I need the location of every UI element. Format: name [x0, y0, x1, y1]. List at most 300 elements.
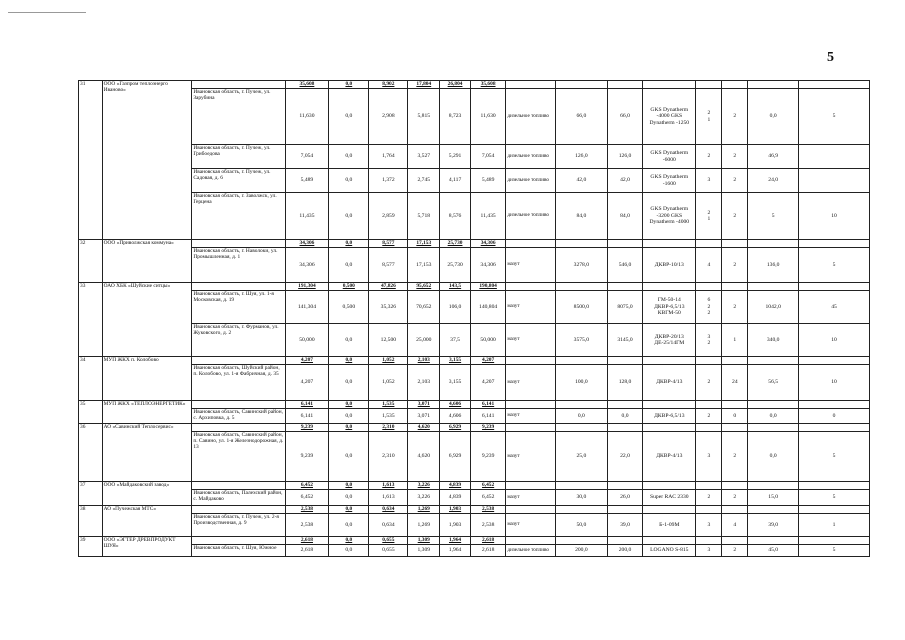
boiler-type: ДКВР-4/13 [643, 432, 696, 482]
empty-cell [748, 424, 799, 432]
site-address: Ивановская область, Савинский район, п. Савино, ул. 1-я Железнодорожная, д. 13 [192, 432, 285, 482]
site-value: 3,226 [408, 490, 440, 506]
row-number: 38 [79, 506, 103, 537]
fuel-type: мазут [506, 432, 556, 482]
site-value: 1,269 [408, 514, 440, 537]
site-value: 0,0 [329, 193, 369, 240]
empty-cell [696, 81, 722, 89]
empty-cell [607, 283, 642, 291]
boiler-count: 2 [707, 494, 711, 501]
row-number: 37 [79, 482, 103, 506]
empty-cell [643, 424, 696, 432]
total-value: 4,207 [285, 357, 329, 365]
site-value: 9,239 [285, 432, 329, 482]
table-row-total [79, 357, 870, 365]
empty-cell [799, 537, 870, 545]
empty-cell [506, 357, 556, 365]
site-value: 2,908 [369, 89, 408, 145]
fuel-type: дизельное топливо [506, 169, 556, 193]
empty-cell [643, 357, 696, 365]
address-cell-empty [192, 482, 285, 490]
site-value: 0,655 [369, 545, 408, 557]
boiler-count-list [697, 494, 720, 500]
site-value: 5,291 [440, 145, 471, 169]
table-row-total [79, 424, 870, 432]
capacity-value: 3145,0 [607, 324, 642, 357]
organization-name: ООО «Майдаковский завод» [102, 482, 192, 506]
column-value: 1042,0 [748, 291, 799, 324]
boiler-count-cell [696, 365, 722, 401]
site-value: 0,0 [329, 169, 369, 193]
column-value: 24,0 [748, 169, 799, 193]
site-value: 50,000 [470, 324, 505, 357]
capacity-value: 66,0 [607, 89, 642, 145]
empty-cell [506, 81, 556, 89]
capacity-value: 39,0 [607, 514, 642, 537]
empty-cell [607, 401, 642, 409]
site-value: 50,000 [285, 324, 329, 357]
table-row-total [79, 283, 870, 291]
total-value: 191,304 [285, 283, 329, 291]
table-row [79, 490, 870, 506]
total-value: 1,269 [408, 506, 440, 514]
site-value: 1,613 [369, 490, 408, 506]
site-value: 11,630 [285, 89, 329, 145]
empty-cell [748, 401, 799, 409]
site-value: 25,730 [440, 248, 471, 283]
site-address: Ивановская область, г. Шуя, Южное [192, 545, 285, 557]
row-number: 31 [79, 81, 103, 240]
boiler-count-list [697, 547, 720, 553]
site-value: 34,306 [285, 248, 329, 283]
site-value: 2,538 [470, 514, 505, 537]
boiler-count-cell [696, 145, 722, 169]
boiler-type: ДКВР-4/13 [643, 365, 696, 401]
boiler-type: GKS Dynatherm -6000 [643, 145, 696, 169]
total-value: 3,071 [408, 401, 440, 409]
boiler-count-cell [696, 248, 722, 283]
empty-cell [555, 482, 607, 490]
boiler-count: 1 [707, 116, 711, 123]
empty-cell [506, 240, 556, 248]
row-number: 34 [79, 357, 103, 401]
empty-cell [799, 240, 870, 248]
column-value: 2 [722, 89, 748, 145]
site-value: 6,141 [470, 409, 505, 424]
boiler-count: 1 [707, 216, 711, 222]
site-value: 2,310 [369, 432, 408, 482]
empty-cell [607, 482, 642, 490]
site-value: 4,839 [440, 490, 471, 506]
boiler-count: 6 [707, 297, 711, 304]
boiler-count-list [697, 379, 720, 385]
column-value: 5 [748, 193, 799, 240]
site-value: 8,723 [440, 89, 471, 145]
site-value: 6,929 [440, 432, 471, 482]
fuel-type: мазут [506, 248, 556, 283]
column-value: 5 [799, 432, 870, 482]
site-value: 0,634 [369, 514, 408, 537]
row-number: 35 [79, 401, 103, 424]
column-value: 56,5 [748, 365, 799, 401]
capacity-value: 126,0 [555, 145, 607, 169]
boiler-count-cell [696, 514, 722, 537]
column-value: 2 [722, 169, 748, 193]
site-value: 141,304 [285, 291, 329, 324]
column-value: 5 [799, 248, 870, 283]
address-cell-empty [192, 240, 285, 248]
empty-cell [748, 283, 799, 291]
table-row [79, 145, 870, 169]
site-value: 17,153 [408, 248, 440, 283]
boiler-count: 2 [707, 310, 711, 317]
total-value: 8,577 [369, 240, 408, 248]
column-value: 10 [799, 193, 870, 240]
fuel-type: мазут [506, 409, 556, 424]
fuel-type: дизельное топливо [506, 145, 556, 169]
empty-cell [722, 424, 748, 432]
site-value: 106,0 [440, 291, 471, 324]
column-value: 2 [722, 490, 748, 506]
organization-name: АО «Савинский Теплосервис» [102, 424, 192, 482]
table-row [79, 432, 870, 482]
capacity-value: 3575,0 [555, 324, 607, 357]
empty-cell [506, 424, 556, 432]
empty-cell [506, 482, 556, 490]
site-value: 5,718 [408, 193, 440, 240]
site-value: 0,500 [329, 291, 369, 324]
total-value: 25,730 [440, 240, 471, 248]
boiler-type: GKS Dynatherm -4000 GKS Dynatherm -1250 [643, 89, 696, 145]
empty-cell [696, 357, 722, 365]
column-value: 340,0 [748, 324, 799, 357]
total-value: 0,0 [329, 506, 369, 514]
empty-cell [722, 537, 748, 545]
site-value: 0,0 [329, 248, 369, 283]
column-value: 2 [722, 145, 748, 169]
boiler-type: GKS Dynatherm -3200 GKS Dynatherm -4000 [643, 193, 696, 240]
site-value: 2,745 [408, 169, 440, 193]
boiler-count-list [697, 453, 720, 459]
total-value: 17,804 [408, 81, 440, 89]
table-row [79, 365, 870, 401]
boiler-count: 2 [707, 303, 711, 310]
organization-name: АО «Пучежская МТС» [102, 506, 192, 537]
empty-cell [696, 506, 722, 514]
empty-cell [643, 283, 696, 291]
site-value: 4,117 [440, 169, 471, 193]
boiler-count-cell [696, 169, 722, 193]
empty-cell [506, 401, 556, 409]
empty-cell [722, 81, 748, 89]
capacity-value: 546,0 [607, 248, 642, 283]
total-value: 4,606 [440, 401, 471, 409]
empty-cell [607, 357, 642, 365]
column-value: 0 [722, 409, 748, 424]
total-value: 6,452 [470, 482, 505, 490]
empty-cell [506, 537, 556, 545]
column-value: 2 [722, 291, 748, 324]
empty-cell [696, 482, 722, 490]
scan-artifact-line [8, 12, 86, 13]
organization-name: ОАО ХБК «Шуйские ситцы» [102, 283, 192, 357]
site-value: 7,054 [470, 145, 505, 169]
empty-cell [643, 81, 696, 89]
organization-name: ООО «ЭГТЕР ДРЕВПРОДУКТ ШУЯ» [102, 537, 192, 557]
boiler-count: 2 [707, 340, 711, 346]
table-row [79, 514, 870, 537]
organization-name: ООО «Газпром теплоэнерго Иваново» [102, 81, 192, 240]
empty-cell [696, 537, 722, 545]
total-value: 0,0 [329, 424, 369, 432]
boiler-count: 2 [707, 209, 711, 216]
site-address: Ивановская область, Савинский район, с. Архиповка, д. 5 [192, 409, 285, 424]
fuel-type: мазут [506, 291, 556, 324]
boiler-count: 2 [707, 153, 711, 160]
capacity-value: 200,0 [555, 545, 607, 557]
column-value: 5 [799, 490, 870, 506]
column-value: 39,0 [748, 514, 799, 537]
capacity-value: 50,0 [555, 514, 607, 537]
site-value: 5,815 [408, 89, 440, 145]
column-value [799, 145, 870, 169]
site-value: 0,0 [329, 490, 369, 506]
capacity-value: 26,0 [607, 490, 642, 506]
site-address: Ивановская область, г. Пучеж, ул. 2-я Производственная, д. 9 [192, 514, 285, 537]
table-row-total [79, 81, 870, 89]
boiler-type: Super RAC 2330 [643, 490, 696, 506]
empty-cell [555, 537, 607, 545]
empty-cell [643, 537, 696, 545]
empty-cell [643, 506, 696, 514]
total-value: 0,500 [329, 283, 369, 291]
empty-cell [722, 401, 748, 409]
site-value: 3,071 [408, 409, 440, 424]
site-value: 35,326 [369, 291, 408, 324]
column-value: 0,0 [748, 432, 799, 482]
empty-cell [555, 240, 607, 248]
site-value: 3,155 [440, 365, 471, 401]
total-value: 1,052 [369, 357, 408, 365]
column-value: 2 [722, 432, 748, 482]
column-value: 0,0 [748, 409, 799, 424]
site-value: 4,620 [408, 432, 440, 482]
organization-name: ООО «Приволжская коммуна» [102, 240, 192, 283]
total-value: 6,141 [470, 401, 505, 409]
total-value: 1,903 [440, 506, 471, 514]
organization-name: МУП ЖКХ п. Колобово [102, 357, 192, 401]
capacity-value: 84,0 [555, 193, 607, 240]
empty-cell [722, 506, 748, 514]
site-value: 6,452 [470, 490, 505, 506]
total-value: 0,634 [369, 506, 408, 514]
total-value: 143,5 [440, 283, 471, 291]
site-address: Ивановская область, г. Наволоки, ул. Промышленная, д. 1 [192, 248, 285, 283]
total-value: 1,613 [369, 482, 408, 490]
capacity-value: 84,0 [607, 193, 642, 240]
boiler-count-list [697, 522, 720, 528]
boiler-count-list [697, 297, 720, 316]
boiler-count-cell [696, 490, 722, 506]
total-value: 26,804 [440, 81, 471, 89]
boiler-type: Б-1-09М [643, 514, 696, 537]
table-row [79, 545, 870, 557]
empty-cell [722, 283, 748, 291]
site-value: 5,489 [285, 169, 329, 193]
site-address: Ивановская область, г. Пучеж, ул. Садовая, д. 6 [192, 169, 285, 193]
empty-cell [696, 424, 722, 432]
boiler-count: 3 [707, 453, 711, 460]
column-value: 1 [722, 324, 748, 357]
row-number: 33 [79, 283, 103, 357]
empty-cell [799, 81, 870, 89]
address-cell-empty [192, 506, 285, 514]
total-value: 0,655 [369, 537, 408, 545]
site-value: 37,5 [440, 324, 471, 357]
site-value: 0,0 [329, 89, 369, 145]
capacity-value: 3278,0 [555, 248, 607, 283]
empty-cell [506, 506, 556, 514]
data-table [78, 80, 870, 557]
site-value: 0,0 [329, 409, 369, 424]
boiler-count: 4 [707, 261, 711, 268]
address-cell-empty [192, 424, 285, 432]
empty-cell [696, 283, 722, 291]
boiler-type: GKS Dynatherm -1600 [643, 169, 696, 193]
site-value: 4,207 [470, 365, 505, 401]
column-value: 4 [722, 514, 748, 537]
boiler-count-cell [696, 432, 722, 482]
site-address: Ивановская область, г. Пучеж, ул. Зарубина [192, 89, 285, 145]
empty-cell [748, 482, 799, 490]
empty-cell [696, 240, 722, 248]
total-value: 2,618 [285, 537, 329, 545]
site-value: 11,630 [470, 89, 505, 145]
boiler-count-cell [696, 409, 722, 424]
fuel-type: дизельное топливо [506, 545, 556, 557]
boiler-count: 2 [707, 412, 711, 419]
column-value: 10 [799, 365, 870, 401]
total-value: 2,538 [470, 506, 505, 514]
site-value: 0,0 [329, 514, 369, 537]
boiler-type: ГМ-50-14 ДКВР-6,5/13 КВГМ-50 [643, 291, 696, 324]
fuel-type: мазут [506, 324, 556, 357]
table-row [79, 193, 870, 240]
site-address: Ивановская область, Шуйский район, п. Колобово, ул. 1-я Фабричная, д. 35 [192, 365, 285, 401]
boiler-count-cell [696, 545, 722, 557]
total-value: 17,153 [408, 240, 440, 248]
fuel-type: мазут [506, 490, 556, 506]
total-value: 34,306 [285, 240, 329, 248]
table-row-total [79, 537, 870, 545]
column-value: 46,9 [748, 145, 799, 169]
site-value: 0,0 [329, 432, 369, 482]
boiler-count: 2 [707, 110, 711, 117]
site-address: Ивановская область, Палехский район, с. Майдаково [192, 490, 285, 506]
site-value: 0,0 [329, 324, 369, 357]
empty-cell [722, 240, 748, 248]
empty-cell [799, 357, 870, 365]
capacity-value: 66,0 [555, 89, 607, 145]
site-value: 70,652 [408, 291, 440, 324]
empty-cell [748, 357, 799, 365]
capacity-value: 42,0 [555, 169, 607, 193]
site-value: 12,500 [369, 324, 408, 357]
total-value: 47,826 [369, 283, 408, 291]
fuel-type: дизельное топливо [506, 89, 556, 145]
address-cell-empty [192, 537, 285, 545]
capacity-value: 30,0 [555, 490, 607, 506]
column-value: 0 [799, 409, 870, 424]
boiler-count-list [697, 334, 720, 347]
table-row [79, 169, 870, 193]
empty-cell [555, 401, 607, 409]
capacity-value: 8075,0 [607, 291, 642, 324]
boiler-type: ДКВР-20/13 ДЕ-25/14ГМ [643, 324, 696, 357]
boiler-type: ДКВР-6,5/13 [643, 409, 696, 424]
empty-cell [748, 506, 799, 514]
page-number: 5 [827, 50, 834, 65]
empty-cell [607, 240, 642, 248]
empty-cell [799, 482, 870, 490]
capacity-value: 126,0 [607, 145, 642, 169]
site-value: 34,306 [470, 248, 505, 283]
total-value: 6,452 [285, 482, 329, 490]
boiler-count-list [697, 413, 720, 419]
column-value: 136,0 [748, 248, 799, 283]
total-value: 4,620 [408, 424, 440, 432]
empty-cell [696, 401, 722, 409]
site-value: 1,372 [369, 169, 408, 193]
total-value: 35,608 [470, 81, 505, 89]
boiler-count-list [697, 262, 720, 268]
site-value: 2,103 [408, 365, 440, 401]
total-value: 95,652 [408, 283, 440, 291]
total-value: 4,207 [470, 357, 505, 365]
total-value: 0,0 [329, 81, 369, 89]
empty-cell [607, 537, 642, 545]
empty-cell [506, 283, 556, 291]
column-value [799, 169, 870, 193]
column-value: 5 [799, 545, 870, 557]
site-value: 4,207 [285, 365, 329, 401]
address-cell-empty [192, 357, 285, 365]
fuel-type: мазут [506, 365, 556, 401]
site-value: 8,576 [440, 193, 471, 240]
site-value: 0,0 [329, 365, 369, 401]
column-value: 15,0 [748, 490, 799, 506]
total-value: 0,0 [329, 240, 369, 248]
site-value: 7,054 [285, 145, 329, 169]
column-value: 2 [722, 248, 748, 283]
site-value: 11,435 [285, 193, 329, 240]
column-value: 10 [799, 324, 870, 357]
capacity-value: 0,0 [555, 409, 607, 424]
empty-cell [555, 81, 607, 89]
boiler-count-list [697, 177, 720, 183]
empty-cell [607, 81, 642, 89]
site-value: 140,804 [470, 291, 505, 324]
empty-cell [799, 506, 870, 514]
empty-cell [607, 424, 642, 432]
boiler-count-list [697, 153, 720, 159]
empty-cell [555, 283, 607, 291]
boiler-type: LOGANO S-815 [643, 545, 696, 557]
total-value: 9,239 [470, 424, 505, 432]
empty-cell [607, 506, 642, 514]
boiler-count-list [697, 210, 720, 223]
empty-cell [722, 482, 748, 490]
